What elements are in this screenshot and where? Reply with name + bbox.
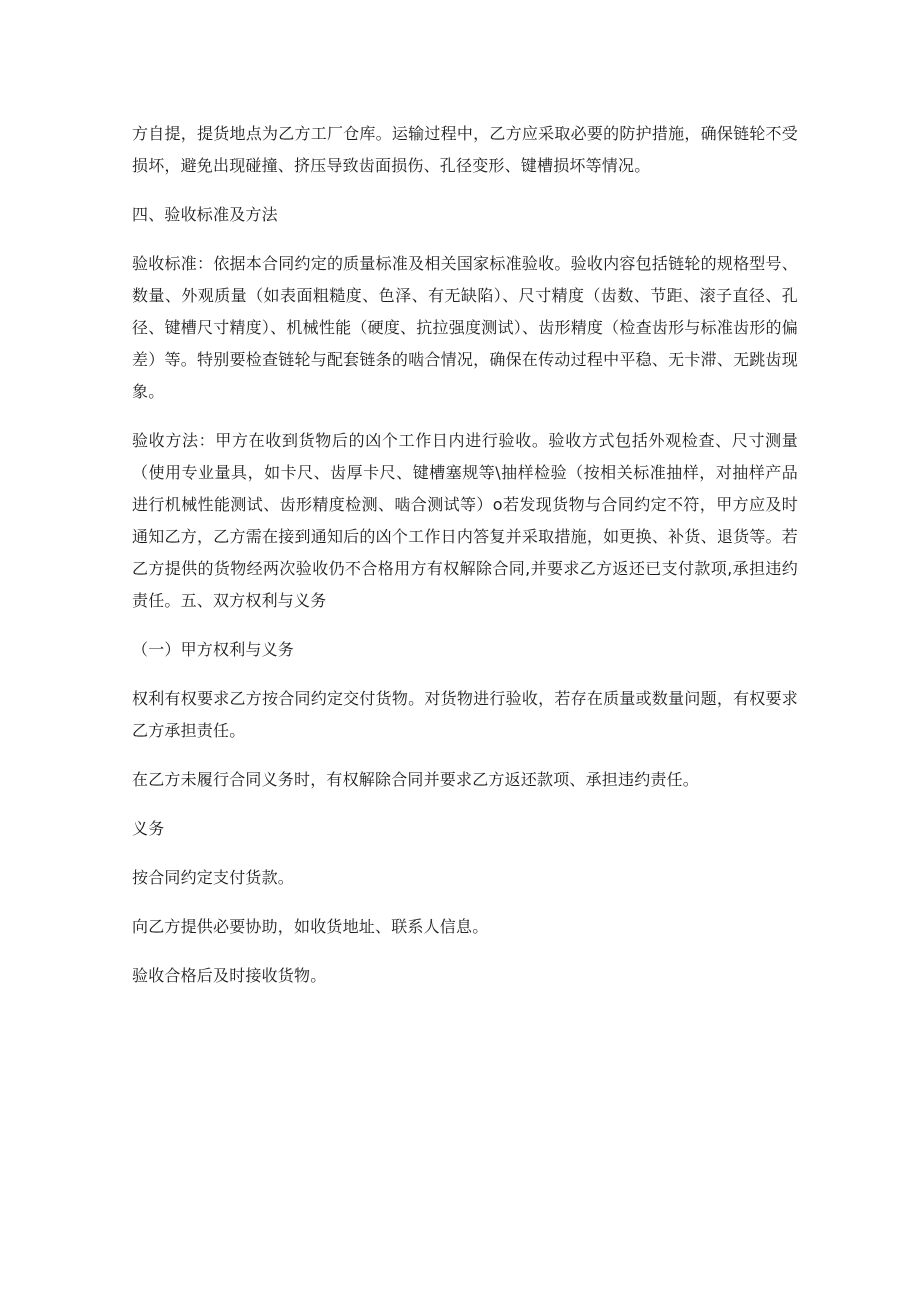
- subsection-heading-party-a: （一）甲方权利与义务: [132, 640, 295, 659]
- section-heading-acceptance: 四、验收标准及方法: [132, 205, 278, 224]
- paragraph-acceptance-method: 验收方法：甲方在收到货物后的凶个工作日内进行验收。验收方式包括外观检查、尺寸测量（使用专业量具，如卡尺、齿厚卡尺、键槽塞规等\抽样检验（按相关标准抽样，对抽样产品进行机械性能测试、齿形精度检测、啮合测试等）o若发现货物与合同约定不符，甲方应及时通知乙方，乙方需在接到通知后的凶个工作日内答复并采取措施，如更换、补货、退货等。若乙方提供的货物经两次验收仍不合格用方有权解除合同,并要求乙方返还已支付款项,承担违约责任。五、双方权利与义务: [132, 431, 798, 610]
- obligation-receive-goods: 验收合格后及时接收货物。: [132, 966, 327, 985]
- paragraph-delivery-transport: 方自提，提货地点为乙方工厂仓库。运输过程中，乙方应采取必要的防护措施，确保链轮不受损坏，避免出现碰撞、挤压导致齿面损伤、孔径变形、键槽损坏等情况。: [132, 124, 798, 175]
- document-page: [132, 118, 798, 992]
- paragraph-acceptance-standard: 验收标准：依据本合同约定的质量标准及相关国家标准验收。验收内容包括链轮的规格型号、数量、外观质量（如表面粗糙度、色泽、有无缺陷）、尺寸精度（齿数、节距、滚子直径、孔径、键槽尺寸精度）、机械性能（硬度、抗拉强度测试）、齿形精度（检查齿形与标准齿形的偏差）等。特别要检查链轮与配套链条的啮合情况，确保在传动过程中平稳、无卡滞、无跳齿现象。: [132, 254, 798, 401]
- obligation-payment: 按合同约定支付货款。: [132, 868, 295, 887]
- obligation-assistance: 向乙方提供必要协助，如收货地址、联系人信息。: [132, 917, 489, 936]
- label-obligations: 义务: [132, 819, 165, 838]
- paragraph-party-a-rights: 权利有权要求乙方按合同约定交付货物。对货物进行验收，若存在质量或数量问题，有权要求乙方承担责任。: [132, 689, 798, 740]
- paragraph-party-a-termination: 在乙方未履行合同义务时，有权解除合同并要求乙方返还款项、承担违约责任。: [132, 770, 700, 789]
